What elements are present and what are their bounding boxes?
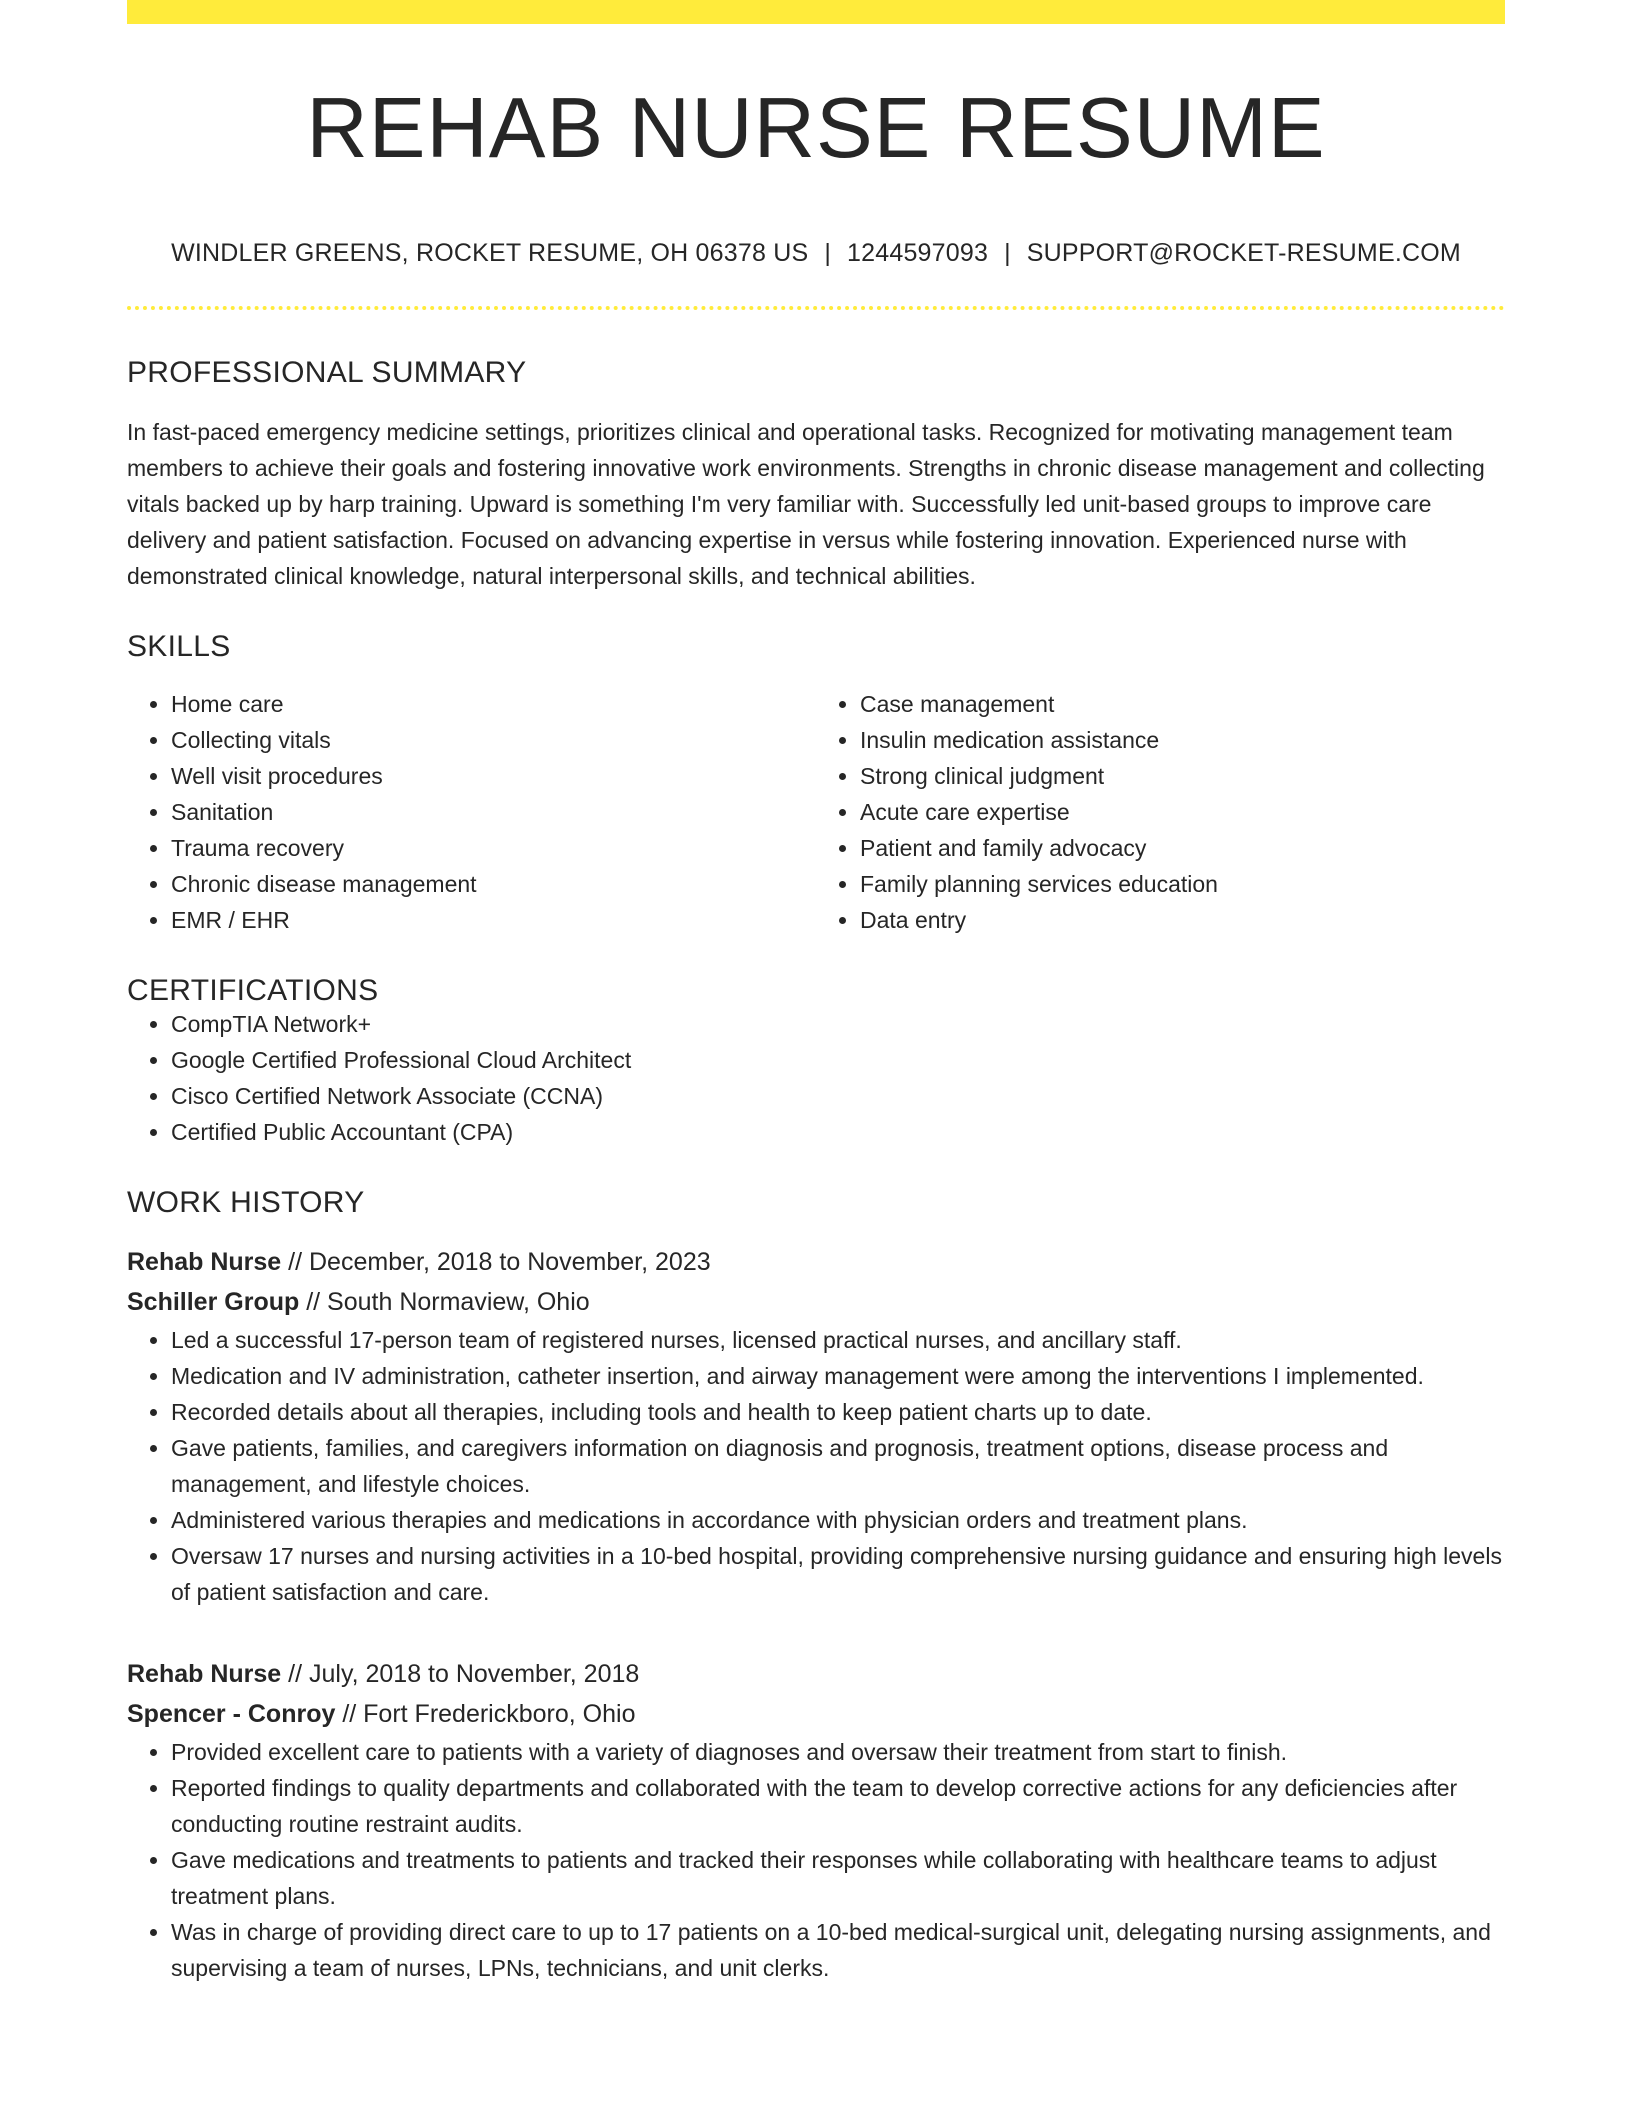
certification-item: • Google Certified Professional Cloud Architect bbox=[171, 1042, 1505, 1078]
skill-item: • Data entry bbox=[860, 902, 1505, 938]
skill-item: • Sanitation bbox=[171, 794, 816, 830]
job-dates: // July, 2018 to November, 2018 bbox=[281, 1660, 640, 1688]
skill-item: • Patient and family advocacy bbox=[860, 830, 1505, 866]
skills-column-right bbox=[816, 686, 1505, 938]
job-title: Rehab Nurse bbox=[127, 1248, 282, 1276]
skill-item: • Chronic disease management bbox=[171, 866, 816, 902]
job-duty-item: • Provided excellent care to patients with a variety of diagnoses and oversaw their treatment from start to finish. bbox=[171, 1734, 1505, 1770]
job-duty-item: • Oversaw 17 nurses and nursing activities in a 10-bed hospital, providing comprehensive nursing guidance and ensuring high levels of patient satisfaction and care. bbox=[171, 1538, 1505, 1610]
job-title-line bbox=[127, 1242, 1505, 1282]
contact-line bbox=[127, 241, 1505, 266]
dotted-divider bbox=[127, 306, 1505, 310]
contact-email: SUPPORT@ROCKET-RESUME.COM bbox=[1026, 239, 1461, 267]
job-duty-item: • Gave patients, families, and caregivers information on diagnosis and prognosis, treatment options, disease process and management, and lifestyle choices. bbox=[171, 1430, 1505, 1502]
certification-item: • CompTIA Network+ bbox=[171, 1006, 1505, 1042]
skill-item: • Strong clinical judgment bbox=[860, 758, 1505, 794]
resume-title: REHAB NURSE RESUME bbox=[306, 81, 1326, 176]
skills-heading: SKILLS bbox=[127, 630, 231, 663]
skill-item: • Well visit procedures bbox=[171, 758, 816, 794]
job-entry bbox=[127, 1654, 1505, 1986]
job-duty-item: • Reported findings to quality departments and collaborated with the team to develop corrective actions for any deficiencies after conducting routine restraint audits. bbox=[171, 1770, 1505, 1842]
contact-address: WINDLER GREENS, ROCKET RESUME, OH 06378 US bbox=[171, 239, 809, 267]
skill-item: • Trauma recovery bbox=[171, 830, 816, 866]
certification-item: • Certified Public Accountant (CPA) bbox=[171, 1114, 1505, 1150]
job-duty-item: • Led a successful 17-person team of registered nurses, licensed practical nurses, and ancillary staff. bbox=[171, 1322, 1505, 1358]
skill-item: • EMR / EHR bbox=[171, 902, 816, 938]
summary-text: In fast-paced emergency medicine settings, prioritizes clinical and operational tasks. Recognized for motivating management team members to achieve their goals and fostering innovative work environments. Strengths in chronic disease management and collecting vitals backed up by harp training. Upward is something I'm very familiar with. Successfully led unit-based groups to improve care delivery and patient satisfaction. Focused on advancing expertise in versus while fostering innovation. Experienced nurse with demonstrated clinical knowledge, natural interpersonal skills, and technical abilities. bbox=[127, 419, 1485, 589]
job-dates: // December, 2018 to November, 2023 bbox=[281, 1248, 711, 1276]
job-duty-item: • Recorded details about all therapies, including tools and health to keep patient charts up to date. bbox=[171, 1394, 1505, 1430]
skill-item: • Acute care expertise bbox=[860, 794, 1505, 830]
contact-phone: 1244597093 bbox=[847, 239, 989, 267]
resume-page bbox=[127, 0, 1505, 1986]
skill-item: • Case management bbox=[860, 686, 1505, 722]
job-duty-item: • Gave medications and treatments to patients and tracked their responses while collaborating with healthcare teams to adjust treatment plans. bbox=[171, 1842, 1505, 1914]
contact-separator: | bbox=[824, 239, 832, 267]
job-entry bbox=[127, 1242, 1505, 1610]
certification-item: • Cisco Certified Network Associate (CCNA) bbox=[171, 1078, 1505, 1114]
summary-heading: PROFESSIONAL SUMMARY bbox=[127, 356, 527, 389]
skills-column-left bbox=[127, 686, 816, 938]
job-title: Rehab Nurse bbox=[127, 1660, 282, 1688]
skills-list bbox=[127, 686, 1505, 938]
job-duties bbox=[127, 1322, 1505, 1610]
job-duty-item: • Administered various therapies and medications in accordance with physician orders and treatment plans. bbox=[171, 1502, 1505, 1538]
skill-item: • Family planning services education bbox=[860, 866, 1505, 902]
job-company: Spencer - Conroy bbox=[127, 1700, 336, 1728]
job-duties bbox=[127, 1734, 1505, 1986]
job-location: // Fort Frederickboro, Ohio bbox=[335, 1700, 636, 1728]
skill-item: • Insulin medication assistance bbox=[860, 722, 1505, 758]
job-company: Schiller Group bbox=[127, 1288, 300, 1316]
certifications-heading: CERTIFICATIONS bbox=[127, 974, 379, 1007]
accent-bar bbox=[127, 0, 1505, 24]
job-company-line bbox=[127, 1694, 1505, 1734]
job-title-line bbox=[127, 1654, 1505, 1694]
job-duty-item: • Medication and IV administration, catheter insertion, and airway management were among the interventions I implemented. bbox=[171, 1358, 1505, 1394]
skill-item: • Collecting vitals bbox=[171, 722, 816, 758]
job-company-line bbox=[127, 1282, 1505, 1322]
contact-separator: | bbox=[1004, 239, 1011, 267]
job-location: // South Normaview, Ohio bbox=[299, 1288, 590, 1316]
certifications-list bbox=[127, 1006, 1505, 1150]
work-history-heading: WORK HISTORY bbox=[127, 1186, 365, 1219]
skill-item: • Home care bbox=[171, 686, 816, 722]
job-duty-item: • Was in charge of providing direct care to up to 17 patients on a 10-bed medical-surgical unit, delegating nursing assignments, and supervising a team of nurses, LPNs, technicians, and unit clerks. bbox=[171, 1914, 1505, 1986]
